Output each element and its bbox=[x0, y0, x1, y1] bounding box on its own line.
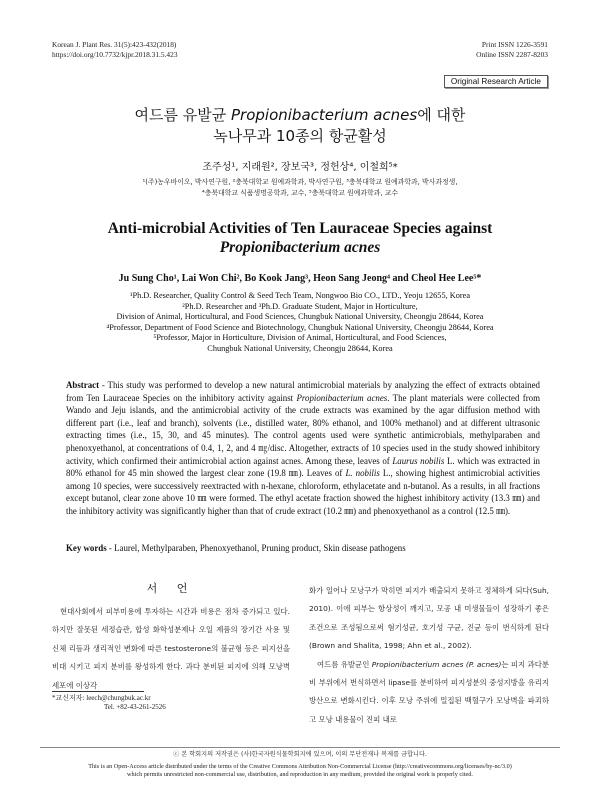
korean-authors: 조주성¹, 지래원², 장보국³, 정헌상⁴, 이철희⁵* bbox=[202, 162, 398, 173]
paragraph-text: 여드름 유발균인 bbox=[317, 659, 372, 669]
keywords bbox=[66, 543, 540, 553]
abstract-text: L., showing highest antimicrobial activities among 10 species, were successively reextracted with n-hexane, chloroform, ethylacetate and n-butanol. As a results, in all fractions except butanol, clear zone above 10 ㎜ were formed. The ethyl acetate fraction showed the highest inhibitory activity (13.3 ㎜) and the inhibitory activity was significantly higher than that of crude extract (10.2 ㎜) and phenoxyethanol as a control (12.5 ㎜). bbox=[66, 468, 540, 516]
intro-right-paragraph: 화가 일어나 모낭구가 막히면 피지가 배출되지 못하고 정체하게 되다(Suh, 2010). 이에 피부는 항상성이 깨지고, 모공 내 미생물들이 성장하기 좋은 조건으로 조성됨으로써 혐기성균, 호기성 구균, 진균 등이 번식하게 된다(Brown and Shalita, 1998; Ahn et al., 2002). bbox=[309, 586, 549, 651]
abstract-text: L. which was extracted in 80% ethanol for 45 min showed the largest clear zone (19.8 ㎜). Leaves of bbox=[66, 455, 540, 479]
intro-right-column bbox=[309, 582, 549, 729]
license-notice bbox=[40, 763, 560, 779]
journal-citation bbox=[52, 40, 178, 60]
corresponding-author: *교신저자: leech@chungbuk.ac.kr bbox=[52, 694, 151, 702]
korean-affiliations bbox=[40, 177, 560, 199]
paragraph-species: Propionibacterium acnes (P. acnes) bbox=[371, 659, 502, 669]
footnote-rule bbox=[52, 691, 144, 692]
english-authors: Ju Sung Cho¹, Lai Won Chi², Bo Kook Jang³, Heon Sang Jeong⁴ and Cheol Hee Lee⁵* bbox=[118, 273, 482, 284]
korean-title-species: Propionibacterium acnes bbox=[231, 106, 418, 124]
affiliation-line: ¹Ph.D. Researcher, Quality Control & Seed Tech Team, Nongwoo Bio CO., LTD., Yeoju 12655, Korea bbox=[129, 291, 471, 300]
telephone: Tel. +82-43-261-2526 bbox=[104, 703, 166, 711]
footnote bbox=[52, 694, 166, 712]
affiliation-line: Division of Animal, Horticultural, and Food Sciences, Chungbuk National University, Cheongju 28644, Korea bbox=[116, 312, 484, 321]
keywords-label: Key words bbox=[66, 543, 107, 553]
english-title-species: Propionibacterium acnes bbox=[219, 239, 381, 256]
korean-title-part: 여드름 유발균 bbox=[134, 106, 231, 124]
korean-title bbox=[40, 105, 560, 147]
korean-title-part: 에 대한 bbox=[417, 106, 466, 124]
keywords-text: - Laurel, Methylparaben, Phenoxyethanol, Pruning product, Skin disease pathogens bbox=[106, 543, 406, 553]
korean-affiliation-line: ¹(주)농우바이오, 박사연구원, ²충북대학교 원예과학과, 박사연구원, ³충북대학교 원예과학과, 박사과정생, bbox=[142, 178, 458, 186]
section-title: 서 언 bbox=[146, 582, 196, 595]
abstract-text: . The plant materials were collected from Wando and Jeju islands, and the antimicrobial activity of the crude extracts was examined by the agar diffusion method with different part (i.e., leaf and branch), solvents (i.e., distilled water, 80% ethanol, and 100% methanol) and at different ultrasonic extracting times (i.e., 15, 30, and 45 minutes). The control agents used were synthetic antimicrobials, methylparaben and phenoxyethanol, at concentrations of 0.4, 1, 2, and 4 ㎎/disc. Altogether, extracts of 10 species used in the study showed inhibitory activity, which confirmed their antimicrobial action against acnes. Among these, leaves of bbox=[66, 392, 541, 466]
license-line: which permits unrestricted non-commercial use, distribution, and reproduction in any medium, provided the original work is properly cited. bbox=[127, 771, 473, 778]
abstract-text: - This study was performed to develop a new natural antimicrobial materials by analyzing the effect of extracts obtained from Ten Lauraceae Species on the inhibitory activity against bbox=[66, 380, 540, 403]
issn-block bbox=[476, 40, 548, 60]
affiliation-line: ²Ph.D. Researcher and ³Ph.D. Graduate Student, Major in Horticulture, bbox=[182, 301, 418, 311]
korean-affiliation-line: ⁴충북대학교 식품생명공학과, 교수, ⁵충북대학교 원예과학과, 교수 bbox=[201, 189, 399, 197]
doi-link[interactable]: https://doi.org/10.7732/kjpr.2018.31.5.423 bbox=[52, 50, 178, 59]
abstract-species: Laurus nobilis bbox=[392, 455, 445, 466]
journal-name: Korean J. Plant Res. 31(5):423-432(2018) bbox=[52, 40, 177, 49]
license-line: This is an Open-Access article distributed under the terms of the Creative Commons Attribution Non-Commercial License (http://creativecommons.org/licenses/by-nc/3.0) bbox=[88, 763, 512, 770]
copyright-notice: ⓒ 본 학회지의 저작권은 (사)한국자원식물학회지에 있으며, 이의 무단전재나 복제를 금합니다. bbox=[173, 751, 427, 758]
english-affiliations bbox=[40, 291, 560, 354]
intro-left-paragraph: 현대사회에서 피부미용에 투자하는 시간과 비용은 점차 증가되고 있다. 하지만 잘못된 세정습관, 합성 화학성분제나 오일 제품의 장기간 사용 및 신체 리듬과 생리적인 변화에 따른 testosterone의 불균형 등은 피지선을 비대 시키고 피지 분비를 왕성하게 한다. 과다 분비된 피지에 의해 모낭벽 세포에 이상각 bbox=[52, 607, 290, 690]
abstract-label: Abstract bbox=[66, 380, 100, 390]
korean-title-line2: 녹나무과 10종의 항균활성 bbox=[213, 127, 387, 145]
affiliation-line: Chungbuk National University, Cheongju 28644, Korea bbox=[207, 343, 393, 353]
footer-rule bbox=[40, 747, 560, 748]
affiliation-line: ⁴Professor, Department of Food Science and Biotechnology, Chungbuk National University, Cheongju 28644, Korea bbox=[106, 322, 494, 332]
english-title bbox=[40, 219, 560, 257]
print-issn: Print ISSN 1226-3591 bbox=[481, 40, 548, 49]
intro-right-paragraph bbox=[309, 656, 549, 730]
abstract-species: Propionibacterium acnes bbox=[296, 392, 388, 403]
article-type-badge: Original Research Article bbox=[444, 75, 548, 88]
paragraph-text: 는 피지 과다분비 부위에서 번식하면서 lipase를 분비하여 피지성분의 중성지방을 유리지방산으로 변화시킨다. 이후 모낭 주위에 밀집된 백혈구가 모낭벽을 파괴하고 모낭 내용물이 진피 내로 bbox=[309, 659, 549, 724]
affiliation-line: ⁵Professor, Major in Horticulture, Division of Animal, Horticultural, and Food Sciences, bbox=[153, 333, 447, 342]
online-issn: Online ISSN 2287-8203 bbox=[476, 50, 548, 59]
abstract bbox=[66, 379, 540, 518]
english-title-line1: Anti-microbial Activities of Ten Lauraceae Species against bbox=[107, 220, 493, 237]
abstract-species: L. nobilis bbox=[345, 468, 380, 479]
